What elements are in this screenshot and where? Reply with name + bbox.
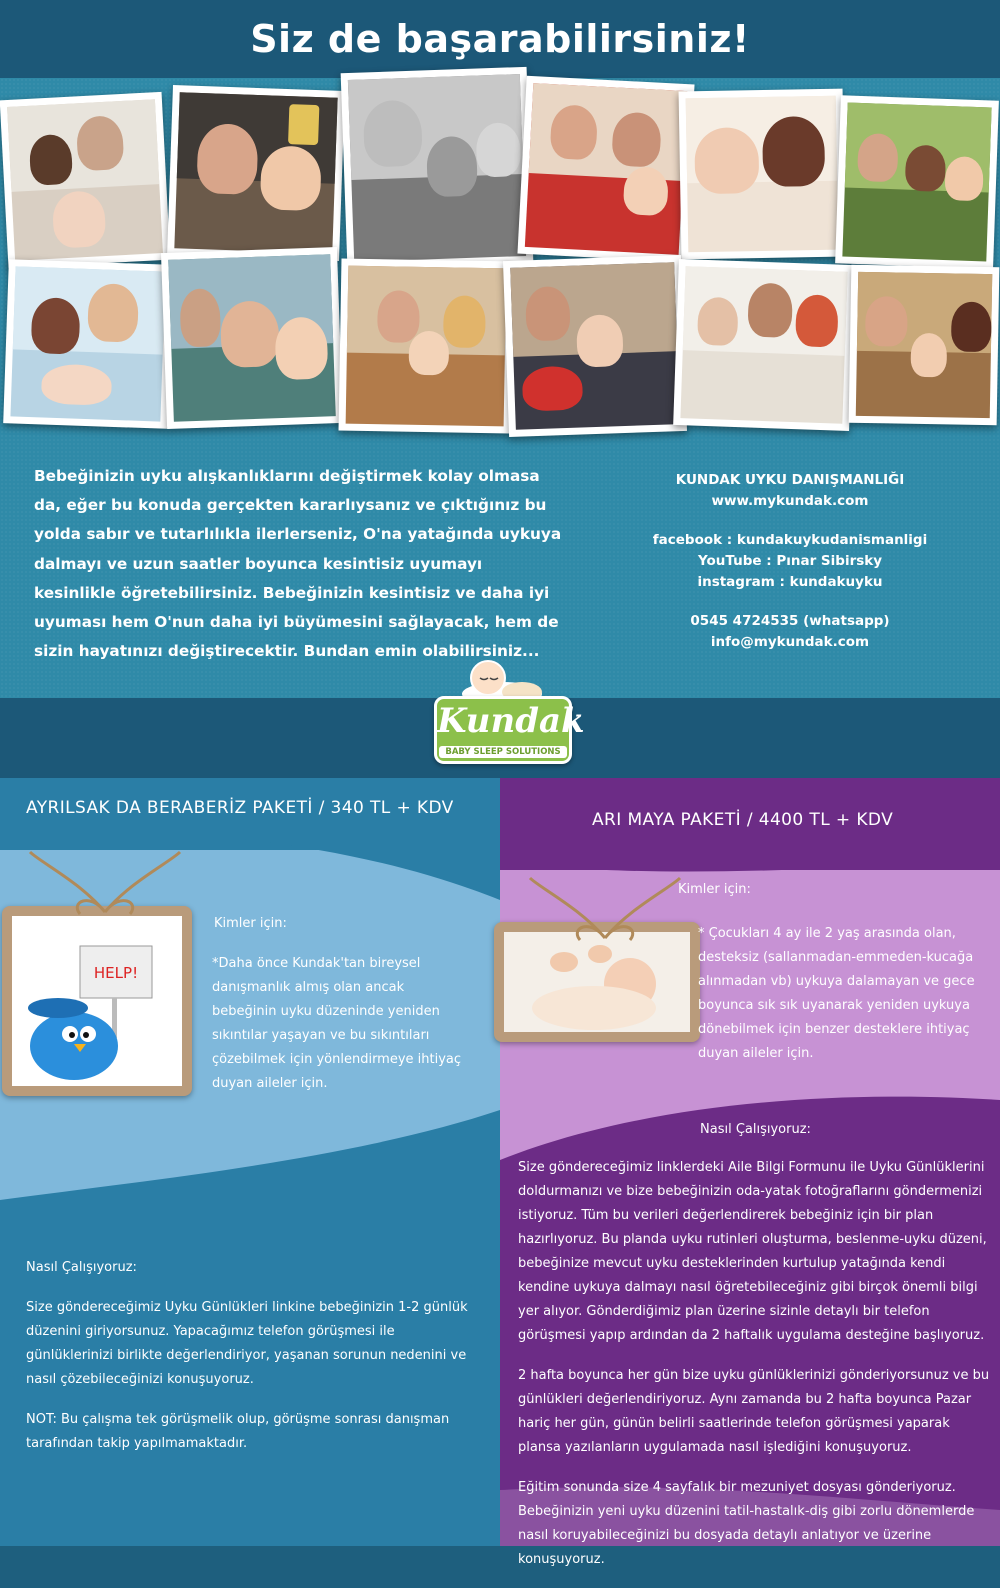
family-photo [0, 92, 170, 268]
company-name: KUNDAK UYKU DANIŞMANLIĞI [675, 472, 905, 488]
family-photo [679, 89, 846, 260]
family-photo [517, 76, 694, 263]
kundak-logo[interactable] [434, 656, 585, 764]
help-sign-text: HELP! [93, 964, 139, 982]
family-photo [835, 95, 999, 268]
email-link[interactable]: info@mykundak.com [710, 634, 870, 650]
right-how-text [518, 1156, 992, 1588]
left-package-title: AYRILSAK DA BERABERİZ PAKETİ / 340 TL + KDV [26, 798, 454, 818]
family-photo [167, 85, 345, 261]
family-photo [849, 265, 1000, 426]
instagram-link[interactable]: instagram : kundakuyku [697, 574, 883, 590]
family-photo [339, 259, 514, 434]
header [0, 0, 1000, 78]
left-how-text [26, 1296, 476, 1472]
family-photo [673, 259, 855, 431]
left-who-text: *Daha önce Kundak'tan bireysel danışmanlık almış olan ancak bebeğinin uyku düzeninde yeniden sıkıntılar yaşayan ve bu sıkıntıları çözebilmek için yönlendirmeye ihtiyaç duyan aileler için. [212, 956, 462, 1091]
page-title: Siz de başarabilirsiniz! [250, 17, 750, 61]
bird-help-card [2, 906, 192, 1096]
right-who-label: Kimler için: [678, 882, 751, 897]
family-photo [341, 67, 534, 269]
right-how-paragraph-1: Size göndereceğimiz linklerdeki Aile Bilgi Formunu ile Uyku Günlüklerini doldurmanızı ve bize bebeğinizin oda-yatak fotoğraflarını göndermenizi istiyoruz. Tüm bu verileri değerlendirerek bebeğiniz için bir plan hazırlıyoruz. Bu planda uyku rutinleri oluşturma, beslenme-uyku düzeni, bebeğinize mevcut uyku desteklerinden kurtulup yatağında kendi kendine uykuya dalmayı nasıl öğretebileceğiniz gibi birçok önemli bilgi yer alıyor. Gönderdiğimiz plan üzerine sizinle detaylı bir telefon görüşmesi yapıp ardından da 2 haftalık uygulama desteğine başlıyoruz. [518, 1160, 987, 1343]
contact-info [640, 470, 940, 653]
logo-name: Kundak [437, 701, 585, 741]
phone-number[interactable]: 0545 4724535 (whatsapp) [690, 613, 890, 629]
family-photo [3, 259, 173, 429]
left-note: NOT: Bu çalışma tek görüşmelik olup, görüşme sonrası danışman tarafından takip yapılmamaktadır. [26, 1412, 450, 1451]
right-how-paragraph-3: Eğitim sonunda size 4 sayfalık bir mezuniyet dosyası gönderiyoruz. Bebeğinizin yeni uyku düzenini tatil-hastalık-diş gibi zorlu dönemlerde nasıl koruyabileceğinizi bu dosyada detaylı anlatıyor ve üzerine konuşuyoruz. [518, 1480, 975, 1567]
right-how-label: Nasıl Çalışıyoruz: [700, 1122, 811, 1137]
facebook-link[interactable]: facebook : kundakuykudanismanligi [652, 532, 928, 548]
left-who-label: Kimler için: [214, 916, 287, 931]
right-who-text: * Çocukları 4 ay ile 2 yaş arasında olan, desteksiz (sallanmadan-emmeden-kucağa alınmadan vb) uykuya dalamayan ve gece boyunca sık sık uyanarak yeniden uykuya dönebilmek için benzer desteklere ihtiyaç duyan aileler için. [698, 926, 975, 1061]
logo-tagline: BABY SLEEP SOLUTIONS [439, 746, 566, 758]
intro-text: Bebeğinizin uyku alışkanlıklarını değiştirmek kolay olmasa da, eğer bu konuda gerçekten kararlıysanız ve çıktığınız bu yolda sabır ve tutarlılıkla ilerlerseniz, O'na yatağında uykuya dalmayı ve uzun saatler boyunca kesintisiz uyumayı kesinlikle öğretebilirsiniz. Bebeğinizin kesintisiz ve daha iyi uyuması hem O'nun daha iyi büyümesini sağlayacak, hem de sizin hayatınızı değiştirecektir. Bundan emin olabilirsiniz... [34, 467, 562, 661]
right-how-paragraph-2: 2 hafta boyunca her gün bize uyku günlüklerinizi gönderiyorsunuz ve bu günlükleri değerlendiriyoruz. Aynı zamanda bu 2 hafta boyunca Pazar hariç her gün, günün belirli saatlerinde telefon görüşmesi yaparak plansa yazılanların uygulamada nasıl işlediğini konuşuyoruz. [518, 1368, 990, 1455]
website-link[interactable]: www.mykundak.com [711, 493, 869, 509]
right-package-title: ARI MAYA PAKETİ / 4400 TL + KDV [592, 810, 894, 830]
family-photo [161, 247, 343, 429]
twine-bow [20, 842, 190, 922]
family-photo [503, 255, 687, 437]
left-how-paragraph: Size göndereceğimiz Uyku Günlükleri linkine bebeğinizin 1-2 günlük düzenini giriyorsunuz. Yapacağımız telefon görüşmesi ile günlüklerinizi birlikte değerlendiriyor, yaşanan sorunun nedenini ve nasıl çözebileceğinizi konuşuyoruz. [26, 1300, 468, 1387]
twine-bow [520, 868, 690, 948]
left-how-label: Nasıl Çalışıyoruz: [26, 1260, 137, 1275]
logo-badge [434, 696, 585, 764]
youtube-link[interactable]: YouTube : Pınar Sibirsky [697, 553, 883, 569]
